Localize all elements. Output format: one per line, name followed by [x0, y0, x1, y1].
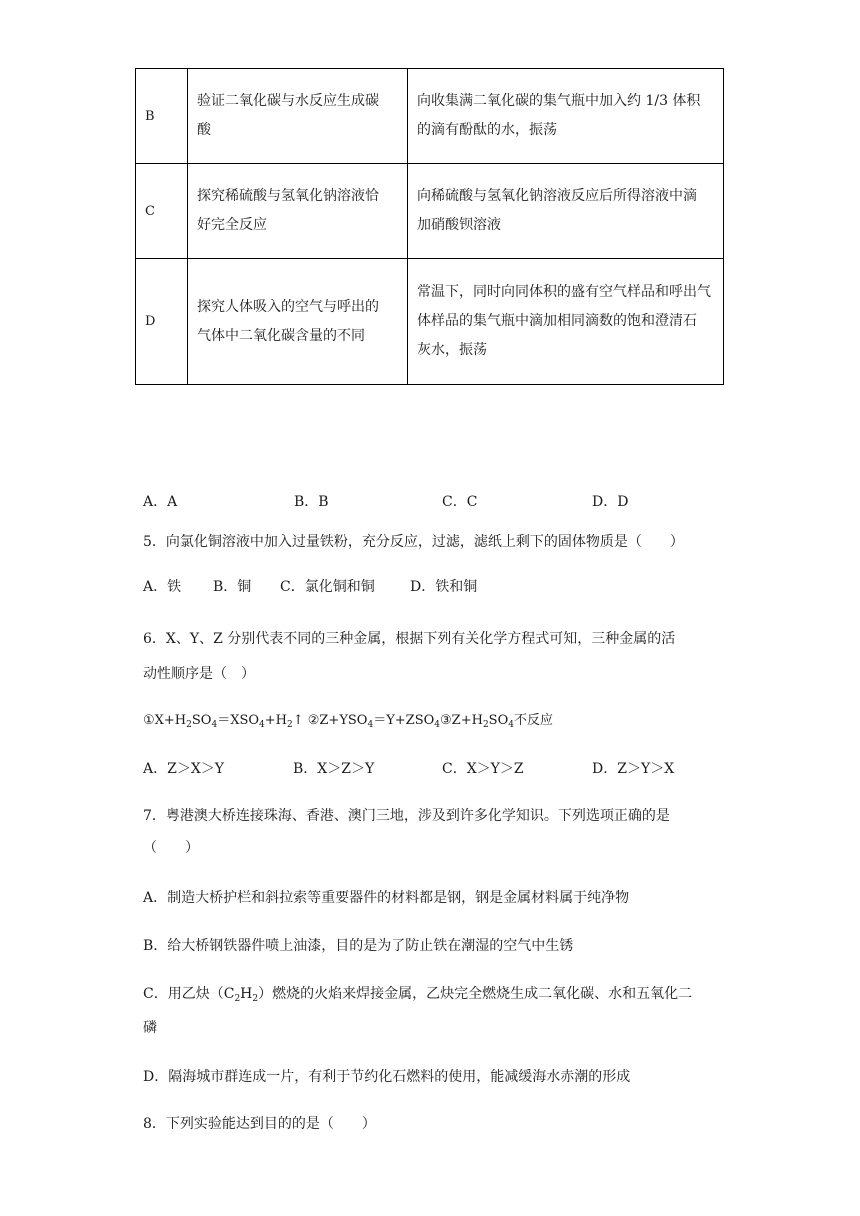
option-a: A．A — [143, 494, 178, 510]
q6-equations: $①X+H_2SO_4=XSO_4+H_2↑$ $②Z+YSO_4=Y+ZSO_4③Z+H_2SO_4$不反应 — [143, 713, 553, 730]
q8-stem: 8．下列实验能达到目的的是（ ） — [143, 1116, 376, 1132]
q6-stem-line2: 动性顺序是（ ） — [143, 666, 255, 682]
q7-option-c-line2: 磷 — [143, 1020, 157, 1036]
table-row — [136, 164, 724, 259]
q6-stem-line1: 6．X、Y、Z 分别代表不同的三种金属，根据下列有关化学方程式可知，三种金属的活 — [143, 631, 676, 647]
row-key: C — [136, 164, 188, 259]
option-c: C．X＞Y＞Z — [442, 761, 524, 777]
option-d: D．Z＞Y＞X — [592, 761, 675, 777]
q7-option-a: A．制造大桥护栏和斜拉索等重要器件的材料都是钢，钢是金属材料属于纯净物 — [143, 890, 630, 906]
row-key: B — [136, 69, 188, 164]
row-operation: 常温下，同时向同体积的盛有空气样品和呼出气 体样品的集气瓶中滴加相同滴数的饱和澄清石 灰水，振荡 — [408, 259, 724, 385]
q4-options — [143, 491, 628, 511]
row-goal: 验证二氧化碳与水反应生成碳 酸 — [188, 69, 408, 164]
row-key: D — [136, 259, 188, 385]
option-b: B．铜 — [213, 579, 252, 595]
experiment-table — [135, 68, 724, 385]
option-d: D．D — [592, 494, 629, 510]
q7-option-c: C．用乙炔$(C_2H_2)$燃烧的火焰来焊接金属，乙炔完全燃烧生成二氧化碳、水和五氧化二 — [143, 986, 693, 1004]
q7-option-d: D．隔海城市群连成一片，有利于节约化石燃料的使用，能减缓海水赤潮的形成 — [143, 1069, 631, 1085]
table-row — [136, 259, 724, 385]
option-d: D．铁和铜 — [410, 579, 478, 595]
row-operation: 向收集满二氧化碳的集气瓶中加入约 1/3 体积 的滴有酚酞的水，振荡 — [408, 69, 724, 164]
option-c: C．氯化铜和铜 — [280, 579, 375, 595]
option-a: A．Z＞X＞Y — [143, 761, 225, 777]
row-goal: 探究稀硫酸与氢氧化钠溶液恰 好完全反应 — [188, 164, 408, 259]
q5-options — [143, 576, 477, 596]
q6-options — [143, 758, 674, 778]
option-c: C．C — [442, 494, 478, 510]
option-b: B．X＞Z＞Y — [293, 761, 375, 777]
q7-option-b: B．给大桥钢铁器件喷上油漆，目的是为了防止铁在潮湿的空气中生锈 — [143, 938, 574, 954]
option-b: B．B — [294, 494, 329, 510]
row-goal: 探究人体吸入的空气与呼出的 气体中二氧化碳含量的不同 — [188, 259, 408, 385]
table-row — [136, 69, 724, 164]
option-a: A．铁 — [143, 579, 182, 595]
q5-stem: 5．向氯化铜溶液中加入过量铁粉，充分反应，过滤，滤纸上剩下的固体物质是（ ） — [143, 534, 684, 550]
q7-stem-line2: （ ） — [143, 840, 199, 856]
q7-stem-line1: 7．粤港澳大桥连接珠海、香港、澳门三地，涉及到许多化学知识。下列选项正确的是 — [143, 808, 670, 824]
row-operation: 向稀硫酸与氢氧化钠溶液反应后所得溶液中滴 加硝酸钡溶液 — [408, 164, 724, 259]
